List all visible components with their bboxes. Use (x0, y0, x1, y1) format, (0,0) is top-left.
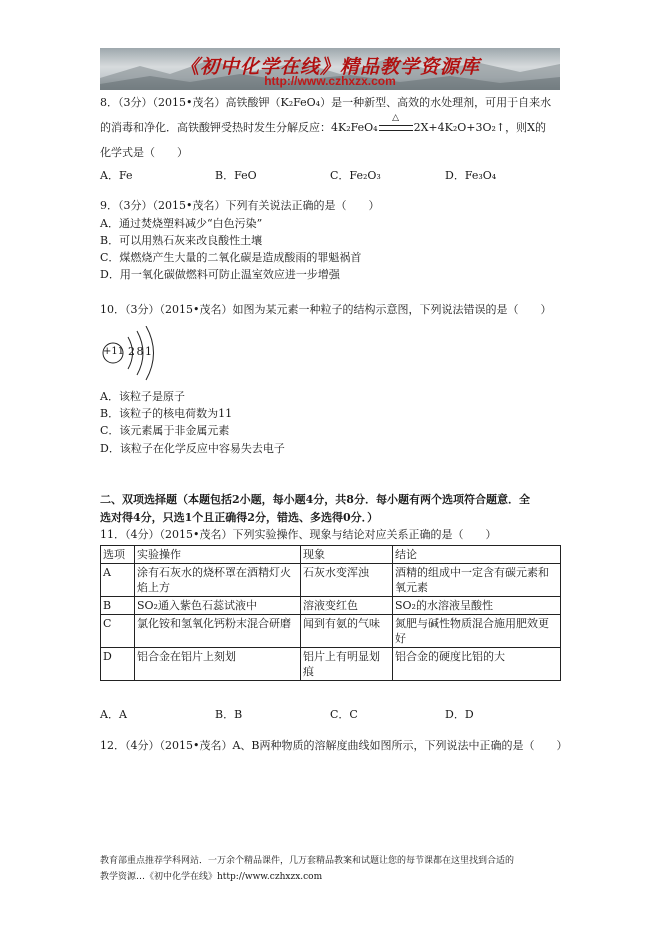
section-2-heading-line-1: 二、双项选择题（本题包括2小题，每小题4分，共8分．每小题有两个选项符合题意．全 (100, 493, 530, 506)
q8-stem-line-3: 化学式是（ ） (100, 146, 188, 159)
table-row (101, 615, 561, 648)
q11-option-b: B．B (215, 708, 243, 721)
row-b-operation: SO₂通入紫色石蕊试液中 (135, 597, 301, 615)
q10-option-a: A．该粒子是原子 (100, 390, 185, 403)
site-banner (100, 48, 560, 90)
q8-stem-line-2-start: 的消毒和净化．高铁酸钾受热时发生分解反应：4K₂FeO₄ (100, 121, 378, 134)
heat-symbol: △ (392, 113, 400, 123)
q10-option-d: D．该粒子在化学反应中容易失去电子 (100, 442, 285, 455)
q9-option-a: A．通过焚烧塑料减少“白色污染” (100, 217, 263, 230)
row-d-phenomenon: 铝片上有明显划痕 (301, 648, 393, 681)
q8-option-d: D．Fe₃O₄ (445, 169, 497, 182)
decomposition-arrow (378, 113, 414, 136)
row-a-option: A (101, 564, 135, 597)
table-row (101, 648, 561, 681)
q12-stem: 12．（4分）（2015•茂名）A、B两种物质的溶解度曲线如图所示，下列说法中正确的是（ ） (100, 739, 568, 752)
q11-option-d: D．D (445, 708, 474, 721)
row-a-conclusion: 酒精的组成中一定含有碳元素和氧元素 (393, 564, 561, 597)
q9-option-c: C．煤燃烧产生大量的二氧化碳是造成酸雨的罪魁祸首 (100, 251, 362, 264)
section-2-heading-line-2: 选对得4分，只选1个且正确得2分，错选、多选得0分．） (100, 511, 379, 524)
row-c-option: C (101, 615, 135, 648)
q9-option-d: D．用一氧化碳做燃料可防止温室效应进一步增强 (100, 268, 340, 281)
q8-stem-line-2 (100, 113, 546, 136)
row-a-phenomenon: 石灰水变浑浊 (301, 564, 393, 597)
row-b-phenomenon: 溶液变红色 (301, 597, 393, 615)
row-c-conclusion: 氮肥与碱性物质混合施用肥效更好 (393, 615, 561, 648)
banner-title: 《初中化学在线》精品教学资源库 (179, 56, 480, 78)
page-footer (100, 853, 570, 885)
q11-experiment-table (100, 545, 561, 681)
q8-stem-line-2-end: 2X+4K₂O+3O₂↑，则X的 (413, 121, 546, 134)
electron-counts: 2 8 1 (128, 345, 151, 358)
q8-option-c: C．Fe₂O₃ (330, 169, 381, 182)
row-c-phenomenon: 闻到有氨的气味 (301, 615, 393, 648)
row-b-option: B (101, 597, 135, 615)
table-row (101, 597, 561, 615)
q10-option-b: B．该粒子的核电荷数为11 (100, 407, 233, 420)
table-header-row (101, 546, 561, 564)
header-operation: 实验操作 (135, 546, 301, 564)
row-a-operation: 涂有石灰水的烧杯罩在酒精灯火焰上方 (135, 564, 301, 597)
q11-stem: 11．（4分）（2015•茂名）下列实验操作、现象与结论对应关系正确的是（ ） (100, 528, 497, 541)
q10-option-c: C．该元素属于非金属元素 (100, 424, 230, 437)
atom-structure-diagram (100, 326, 160, 382)
row-d-conclusion: 铝合金的硬度比铝的大 (393, 648, 561, 681)
q9-option-b: B．可以用熟石灰来改良酸性土壤 (100, 234, 263, 247)
nucleus-charge: +11 (103, 346, 125, 357)
header-option: 选项 (101, 546, 135, 564)
q11-option-a: A．A (100, 708, 127, 721)
header-phenomenon: 现象 (301, 546, 393, 564)
row-d-operation: 铝合金在铝片上刻划 (135, 648, 301, 681)
row-d-option: D (101, 648, 135, 681)
table-row (101, 564, 561, 597)
footer-line-1: 教育部重点推荐学科网站．一万余个精品课件，几万套精品教案和试题让您的每节课都在这里找到合适的 (100, 856, 515, 866)
q10-stem: 10．（3分）（2015•茂名）如图为某元素一种粒子的结构示意图，下列说法错误的是（ ） (100, 303, 552, 316)
header-conclusion: 结论 (393, 546, 561, 564)
q9-stem: 9．（3分）（2015•茂名）下列有关说法正确的是（ ） (100, 199, 380, 212)
q8-stem-line-1: 8．（3分）（2015•茂名）高铁酸钾（K₂FeO₄）是一种新型、高效的水处理剂，可用于自来水 (100, 96, 552, 109)
row-c-operation: 氯化铵和氢氧化钙粉末混合研磨 (135, 615, 301, 648)
footer-line-2: 教学资源…《初中化学在线》http://www.czhxzx.com (100, 872, 323, 882)
banner-url-link[interactable]: http://www.czhxzx.com (264, 74, 396, 88)
q8-option-a: A．Fe (100, 169, 133, 182)
q8-option-b: B．FeO (215, 169, 257, 182)
row-b-conclusion: SO₂的水溶液呈酸性 (393, 597, 561, 615)
q11-option-c: C．C (330, 708, 358, 721)
